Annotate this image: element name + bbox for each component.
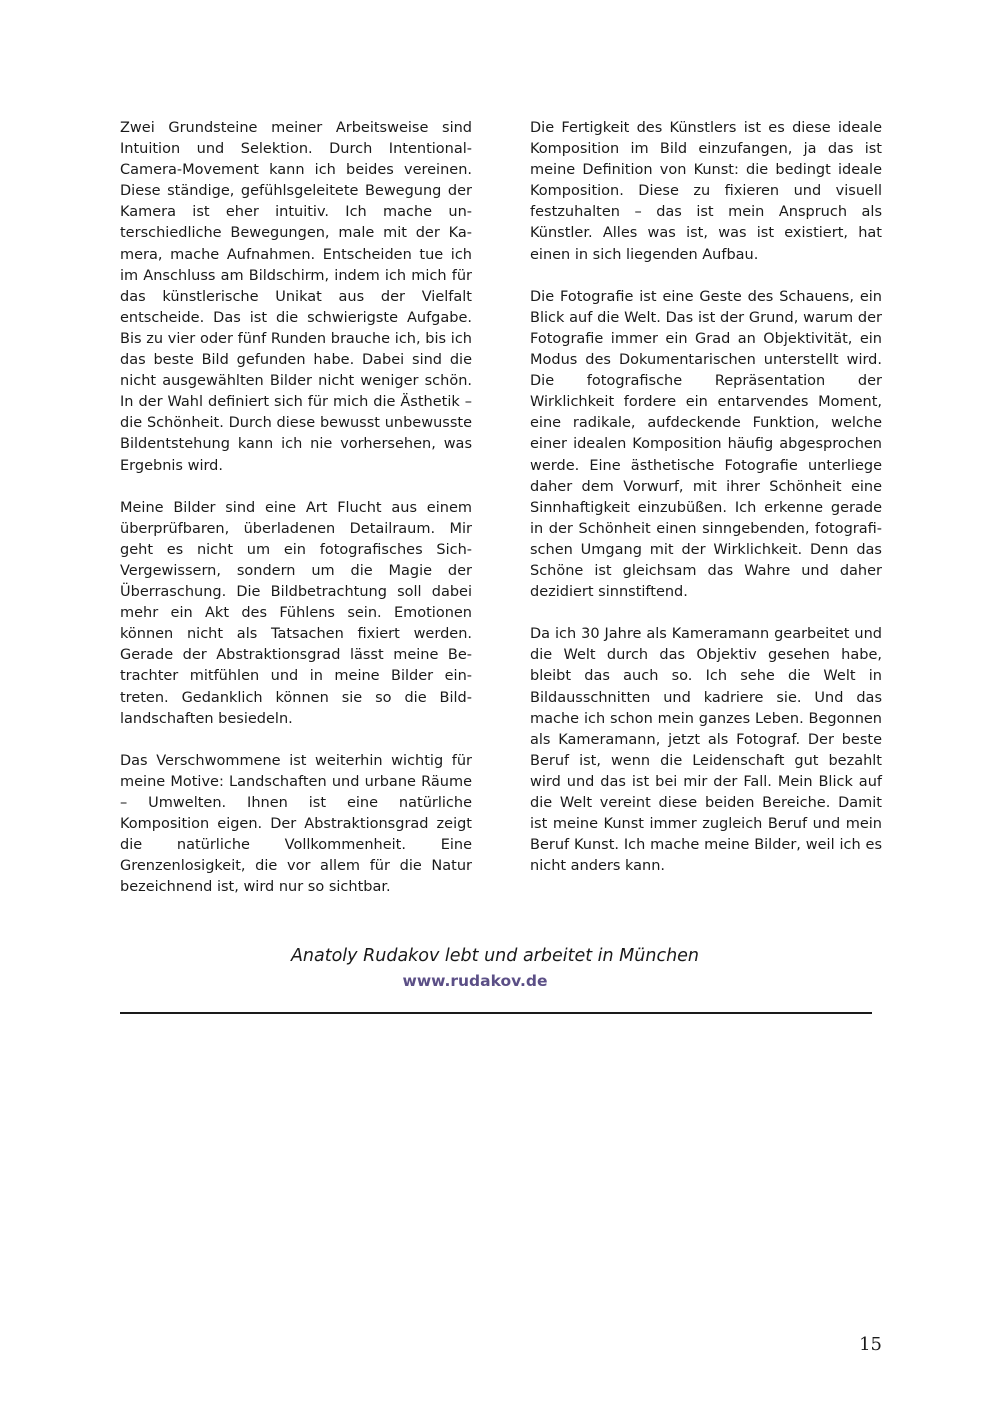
right-text-column: [530, 118, 882, 898]
right-paragraph-1: Die Fertigkeit des Künstlers ist es diese ideale Komposition im Bild einzufangen, ja das ist meine Definition von Kunst: die bedingt ideale Komposition. Diese zu fixieren und visuell festzuhalten – das ist mein Anspruch als Künstler. Alles was ist, was ist existiert, hat einen in sich liegenden Aufbau.: [530, 120, 882, 263]
website-link[interactable]: www.rudakov.de: [402, 972, 548, 990]
right-paragraph-3: Da ich 30 Jahre als Kameramann gearbeitet und die Welt durch das Objektiv gesehen habe, bleibt das auch so. Ich sehe die Welt in Bildausschnitten und kadriere sie. Und das mache ich schon mein ganzes Leben. Begonnen als Kameramann, jetzt als Fotograf. Der beste Beruf ist, wenn die Leidenschaft gut bezahlt wird und das ist bei mir der Fall. Mein Blick auf die Welt vereint diese beiden Bereiche. Damit ist meine Kunst immer zugleich Beruf und mein Beruf Kunst. Ich mache meine Bilder, weil ich es nicht anders kann.: [530, 626, 882, 875]
footer-divider: [120, 1012, 872, 1014]
right-paragraph-2: Die Fotografie ist eine Geste des Schauens, ein Blick auf die Welt. Das ist der Grund, warum der Fotografie immer ein Grad an Objektivität, ein Modus des Dokumentarischen unterstellt wird. Die fotografische Repräsentation der Wirklichkeit fordere ein entarvendes Moment, eine radikale, aufdeckende Funktion, welche einer idealen Komposition häufig abgesprochen werde. Eine ästhetische Fotografie unterliege daher dem Vorwurf, mit ihrer Schönheit eine Sinnhaftigkeit einzubüßen. Ich erkenne gerade in der Schönheit einen sinngebenden, fotografischen Umgang mit der Wirklichkeit. Denn das Schöne ist gleichsam das Wahre und daher dezidiert sinnstiftend.: [530, 288, 882, 601]
left-text-column: [120, 118, 472, 920]
page-number: 15: [859, 1334, 882, 1355]
artist-credit: Anatoly Rudakov lebt und arbeitet in München: [290, 946, 700, 966]
left-paragraph-3: Das Verschwommene ist weiterhin wichtig für meine Motive: Landschaften und urbane Räume – Umwelten. Ihnen ist eine natürliche Komposition eigen. Der Abstraktionsgrad zeigt die natürliche Vollkommenheit. Eine Grenzenlosigkeit, die vor allem für die Natur bezeichnend ist, wird nur so sichtbar.: [120, 752, 472, 896]
left-paragraph-2: Meine Bilder sind eine Art Flucht aus einem überprüfbaren, überladenen Detailraum. Mir geht es nicht um ein fotografisches Sich-Vergewissern, sondern um die Magie der Überraschung. Die Bildbetrachtung soll dabei mehr ein Akt des Fühlens sein. Emotionen können nicht als Tatsachen fixiert werden. Gerade der Abstraktionsgrad lässt meine Betrachter mitfühlen und in meine Bilder eintreten. Gedanklich können sie so die Bildlandschaften besiedeln.: [120, 499, 472, 727]
left-paragraph-1: Zwei Grundsteine meiner Arbeitsweise sind Intuition und Selektion. Durch Intentional-Camera-Movement kann ich beides vereinen. Diese ständige, gefühlsgeleitete Bewegung der Kamera ist eher intuitiv. Ich mache unterschiedliche Bewegungen, male mit der Kamera, mache Aufnahmen. Entscheiden tue ich im Anschluss am Bildschirm, indem ich mich für das künstlerische Unikat aus der Vielfalt entscheide. Das ist die schwierigste Aufgabe. Bis zu vier oder fünf Runden brauche ich, bis ich das beste Bild gefunden habe. Dabei sind die nicht ausgewählten Bilder nicht weniger schön. In der Wahl definiert sich für mich die Ästhetik – die Schönheit. Durch diese bewusst unbewusste Bildentstehung kann ich nie vorhersehen, was Ergebnis wird.: [120, 120, 472, 474]
